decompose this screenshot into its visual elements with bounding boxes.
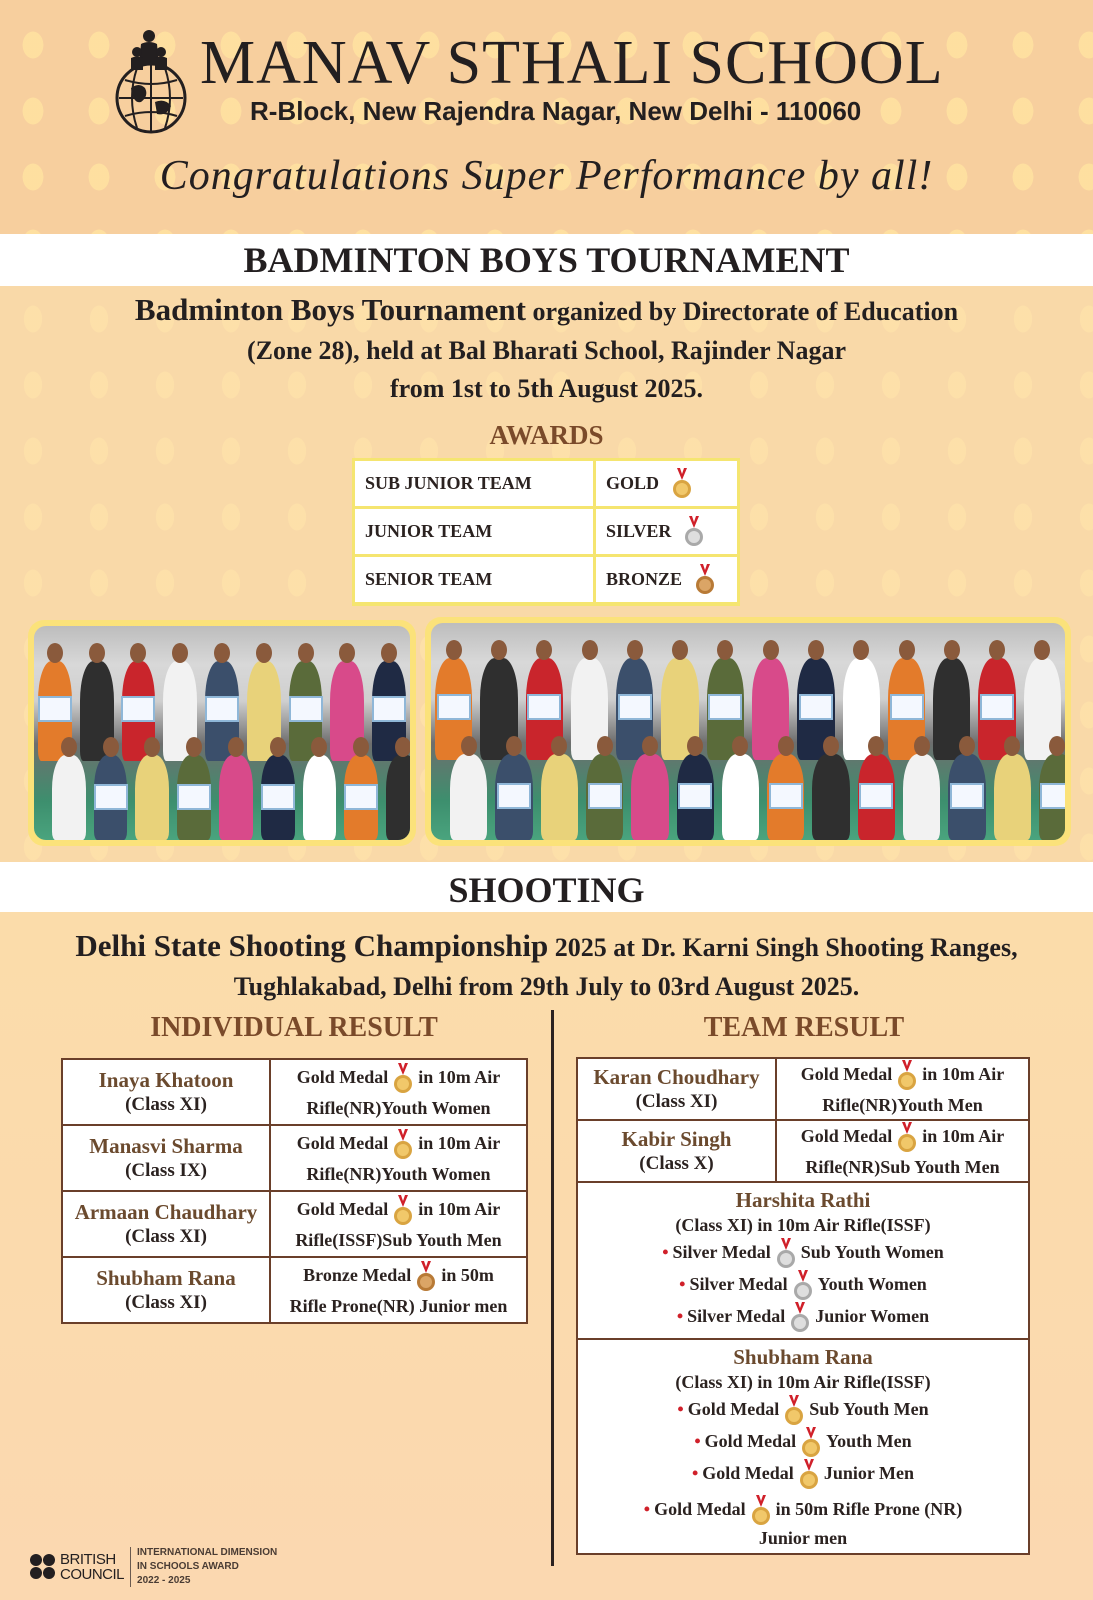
photo-person-head (597, 736, 613, 756)
photo-certificate (38, 696, 72, 722)
team-photo-2 (425, 617, 1071, 846)
british-council-dots-icon (30, 1554, 56, 1580)
medal-label: Silver Medal (687, 1306, 786, 1327)
photo-certificate (261, 784, 295, 810)
photo-certificate (950, 783, 984, 809)
award-medal-label: SILVER (606, 521, 672, 541)
photo-person-head (687, 736, 703, 756)
photo-certificate (890, 694, 924, 720)
photo-person-head (186, 737, 202, 757)
individual-result-title: INDIVIDUAL RESULT (150, 1012, 438, 1043)
photo-person-head (1049, 736, 1065, 756)
photo-person-head (298, 643, 314, 663)
athlete-name: Harshita Rathi (735, 1188, 871, 1212)
event-line1: in 10m Air (418, 1132, 501, 1153)
photo-person-head (172, 643, 188, 663)
photo-person-head (61, 737, 77, 757)
photo-certificate (618, 694, 652, 720)
globe-family-logo-icon (113, 28, 189, 136)
photo-person (631, 754, 668, 840)
photo-person (994, 754, 1031, 840)
athlete-name: Manasvi Sharma (89, 1134, 243, 1158)
photo-person-head (823, 736, 839, 756)
photo-person-head (491, 640, 507, 660)
photo-person-head (989, 640, 1005, 660)
photo-person-head (256, 643, 272, 663)
photo-person-head (536, 640, 552, 660)
photo-person-head (868, 736, 884, 756)
event-line2: Rifle(ISSF)Sub Youth Men (295, 1229, 502, 1250)
award-medal (596, 461, 737, 506)
team-result-block (577, 1339, 1029, 1554)
photo-person-head (1034, 640, 1050, 660)
bullet-icon: • (643, 1499, 651, 1520)
athlete-name: Shubham Rana (733, 1345, 873, 1369)
photo-person-head (103, 737, 119, 757)
event-line1: in 10m Air (418, 1198, 501, 1219)
badminton-intro-line3: from 1st to 5th August 2025. (390, 374, 703, 403)
individual-result-row (62, 1125, 527, 1191)
medal-label: Gold Medal (800, 1063, 893, 1084)
category-label: Youth Men (826, 1431, 912, 1452)
team-photo-1-image (34, 626, 410, 840)
photo-person-head (778, 736, 794, 756)
athlete-class: (Class XI) (125, 1226, 207, 1247)
award-team: SENIOR TEAM (355, 557, 593, 602)
award-medal-label: GOLD (606, 473, 660, 493)
photo-person-head (944, 640, 960, 660)
medal-label: Bronze Medal (303, 1264, 412, 1285)
photo-person-head (672, 640, 688, 660)
awards-title: AWARDS (489, 420, 604, 450)
shooting-intro-lead: Delhi State Shooting Championship (75, 928, 549, 963)
brand-line2: COUNCIL (60, 1566, 125, 1583)
event-line2: Rifle(NR)Youth Women (306, 1097, 491, 1118)
gold-medal-icon (394, 1195, 412, 1227)
bullet-icon: • (677, 1399, 684, 1420)
photo-certificate (527, 694, 561, 720)
tagline: Congratulations Super Performance by all! (159, 153, 934, 199)
photo-person (903, 754, 940, 840)
gold-medal-icon (898, 1060, 916, 1092)
photo-person-head (551, 736, 567, 756)
photo-person-head (627, 640, 643, 660)
event-line1: in 50m (441, 1264, 494, 1285)
badminton-section-title: BADMINTON BOYS TOURNAMENT (0, 234, 1093, 286)
badminton-intro-lead: Badminton Boys Tournament (134, 292, 526, 327)
column-divider (551, 1010, 554, 1566)
award-team: JUNIOR TEAM (355, 509, 593, 554)
award-years: 2022 - 2025 (137, 1575, 191, 1586)
event-label: in 50m Rifle Prone (NR) (775, 1499, 963, 1520)
awards-table (352, 458, 740, 606)
photo-certificate (1040, 783, 1065, 809)
photo-certificate (799, 694, 833, 720)
athlete-class-event: (Class XI) in 10m Air Rifle(ISSF) (675, 1372, 931, 1392)
medal-label: Gold Medal (702, 1463, 794, 1484)
medal-item (578, 1238, 1028, 1270)
athlete-class: (Class XI) (125, 1094, 207, 1115)
event-line2: Rifle Prone(NR) Junior men (289, 1295, 508, 1316)
team-result-title: TEAM RESULT (703, 1012, 905, 1043)
photo-person-head (446, 640, 462, 660)
individual-result-row (62, 1059, 527, 1125)
gold-medal-icon (394, 1129, 412, 1161)
photo-certificate (859, 783, 893, 809)
school-address: R-Block, New Rajendra Nagar, New Delhi - 110060 (250, 96, 862, 126)
photo-person-head (959, 736, 975, 756)
team-result-row (577, 1120, 1029, 1182)
category-label: Youth Women (817, 1274, 927, 1295)
athlete-name: Inaya Khatoon (98, 1068, 234, 1092)
photo-person-head (1004, 736, 1020, 756)
medal-label: Gold Medal (296, 1132, 389, 1153)
event-line2: Rifle(NR)Youth Men (822, 1094, 983, 1115)
athlete-class: (Class XI) (125, 1292, 207, 1313)
event-line1: in 10m Air (922, 1125, 1005, 1146)
photo-certificate (344, 784, 378, 810)
photo-certificate (205, 696, 239, 722)
award-medal-label: BRONZE (606, 569, 683, 589)
individual-result-row (62, 1191, 527, 1257)
photo-person-head (89, 643, 105, 663)
team-photo-1 (28, 620, 416, 846)
silver-medal-icon (685, 516, 703, 548)
gold-medal-icon (394, 1063, 412, 1095)
photo-certificate (588, 783, 622, 809)
photo-person-head (47, 643, 63, 663)
medal-label: Gold Medal (296, 1066, 389, 1087)
medal-item (578, 1302, 1028, 1334)
medal-item (578, 1270, 1028, 1302)
photo-certificate (94, 784, 128, 810)
award-medal (596, 557, 737, 602)
team-result-table (576, 1057, 1030, 1555)
photo-person (219, 755, 253, 840)
photo-person (541, 754, 578, 840)
photo-person-head (506, 736, 522, 756)
medal-item (578, 1427, 1028, 1459)
photo-certificate (497, 783, 531, 809)
event-line1: in 10m Air (418, 1066, 501, 1087)
photo-certificate (177, 784, 211, 810)
team-result-block (577, 1182, 1029, 1339)
event-line2: Rifle(NR)Youth Women (306, 1163, 491, 1184)
event-line2: Rifle(NR)Sub Youth Men (805, 1156, 1000, 1177)
shooting-section-title: SHOOTING (0, 862, 1093, 912)
athlete-name: Karan Choudhary (593, 1065, 760, 1089)
shooting-intro-rest: 2025 at Dr. Karni Singh Shooting Ranges, (548, 933, 1018, 962)
medal-label: Gold Medal (687, 1399, 780, 1420)
medal-label: Silver Medal (672, 1242, 771, 1263)
photo-person-head (914, 736, 930, 756)
shooting-intro-line1 (20, 928, 1073, 964)
photo-person-head (717, 640, 733, 660)
athlete-name: Shubham Rana (96, 1266, 236, 1290)
brand-line1: BRITISH (60, 1551, 116, 1568)
gold-medal-icon (802, 1427, 820, 1459)
team-photo-2-image (431, 623, 1065, 840)
photo-person-head (763, 640, 779, 660)
photo-person-head (808, 640, 824, 660)
photo-certificate (437, 694, 471, 720)
photo-person (722, 754, 759, 840)
photo-certificate (121, 696, 155, 722)
bullet-icon: • (676, 1306, 684, 1327)
medal-label: Silver Medal (689, 1274, 788, 1295)
photo-person (386, 755, 410, 840)
photo-person (52, 755, 86, 840)
athlete-name: Kabir Singh (621, 1127, 732, 1151)
bullet-icon: • (679, 1274, 686, 1295)
photo-person-head (270, 737, 286, 757)
bronze-medal-icon (696, 564, 714, 596)
header-banner (0, 0, 1093, 234)
photo-person-head (353, 737, 369, 757)
gold-medal-icon (673, 468, 691, 500)
medal-label: Gold Medal (704, 1431, 797, 1452)
bullet-icon: • (662, 1242, 669, 1263)
photo-certificate (289, 696, 323, 722)
award-team: SUB JUNIOR TEAM (355, 461, 593, 506)
medal-label: Gold Medal (296, 1198, 389, 1219)
gold-medal-icon (898, 1122, 916, 1154)
award-line1: INTERNATIONAL DIMENSION (137, 1547, 278, 1558)
category-label: Junior men (758, 1528, 848, 1548)
medal-item (578, 1459, 1028, 1491)
photo-person-head (395, 737, 410, 757)
athlete-class-event: (Class XI) in 10m Air Rifle(ISSF) (675, 1215, 931, 1235)
silver-medal-icon (794, 1270, 812, 1302)
medal-label: Gold Medal (800, 1125, 893, 1146)
category-label: Sub Youth Women (800, 1242, 944, 1263)
photo-person-head (642, 736, 658, 756)
photo-certificate (980, 694, 1014, 720)
photo-person (812, 754, 849, 840)
photo-person-head (582, 640, 598, 660)
category-label: Junior Men (823, 1463, 914, 1484)
photo-person-head (339, 643, 355, 663)
badminton-intro-line1 (20, 292, 1073, 328)
logo-separator (130, 1547, 131, 1587)
photo-person (303, 755, 337, 840)
shooting-intro-line2: Tughlakabad, Delhi from 29th July to 03rd August 2025. (233, 972, 860, 1001)
gold-medal-icon (785, 1395, 803, 1427)
photo-certificate (372, 696, 406, 722)
photo-person-head (381, 643, 397, 663)
medal-item (578, 1395, 1028, 1427)
athlete-class: (Class IX) (125, 1160, 207, 1181)
photo-person-head (732, 736, 748, 756)
photo-certificate (708, 694, 742, 720)
athlete-class: (Class X) (639, 1153, 714, 1174)
photo-person (135, 755, 169, 840)
gold-medal-icon (800, 1459, 818, 1491)
photo-person-head (214, 643, 230, 663)
photo-person-head (228, 737, 244, 757)
photo-person-head (130, 643, 146, 663)
photo-person-head (853, 640, 869, 660)
silver-medal-icon (777, 1238, 795, 1270)
bronze-medal-icon (417, 1261, 435, 1293)
photo-person (450, 754, 487, 840)
photo-certificate (769, 783, 803, 809)
award-line2: IN SCHOOLS AWARD (137, 1561, 239, 1572)
badminton-intro-rest: organized by Directorate of Education (525, 297, 959, 326)
team-result-row (577, 1058, 1029, 1120)
photo-person-head (311, 737, 327, 757)
event-line1: in 10m Air (922, 1063, 1005, 1084)
photo-person-head (144, 737, 160, 757)
category-label: Junior Women (815, 1306, 930, 1327)
photo-person-head (461, 736, 477, 756)
award-medal (596, 509, 737, 554)
school-name: MANAV STHALI SCHOOL (200, 29, 944, 97)
silver-medal-icon (791, 1302, 809, 1334)
medal-item (578, 1495, 1028, 1527)
individual-result-row (62, 1257, 527, 1323)
photo-person-head (899, 640, 915, 660)
gold-medal-icon (752, 1495, 770, 1527)
bullet-icon: • (694, 1431, 701, 1452)
category-label: Sub Youth Men (809, 1399, 929, 1420)
athlete-name: Armaan Chaudhary (74, 1200, 258, 1224)
photo-certificate (678, 783, 712, 809)
individual-result-table (61, 1058, 528, 1324)
bullet-icon: • (691, 1463, 699, 1484)
british-council-award-logo (30, 1544, 277, 1590)
badminton-intro-line2: (Zone 28), held at Bal Bharati School, Rajinder Nagar (247, 336, 846, 365)
medal-label: Gold Medal (654, 1499, 746, 1520)
athlete-class: (Class XI) (635, 1091, 718, 1112)
